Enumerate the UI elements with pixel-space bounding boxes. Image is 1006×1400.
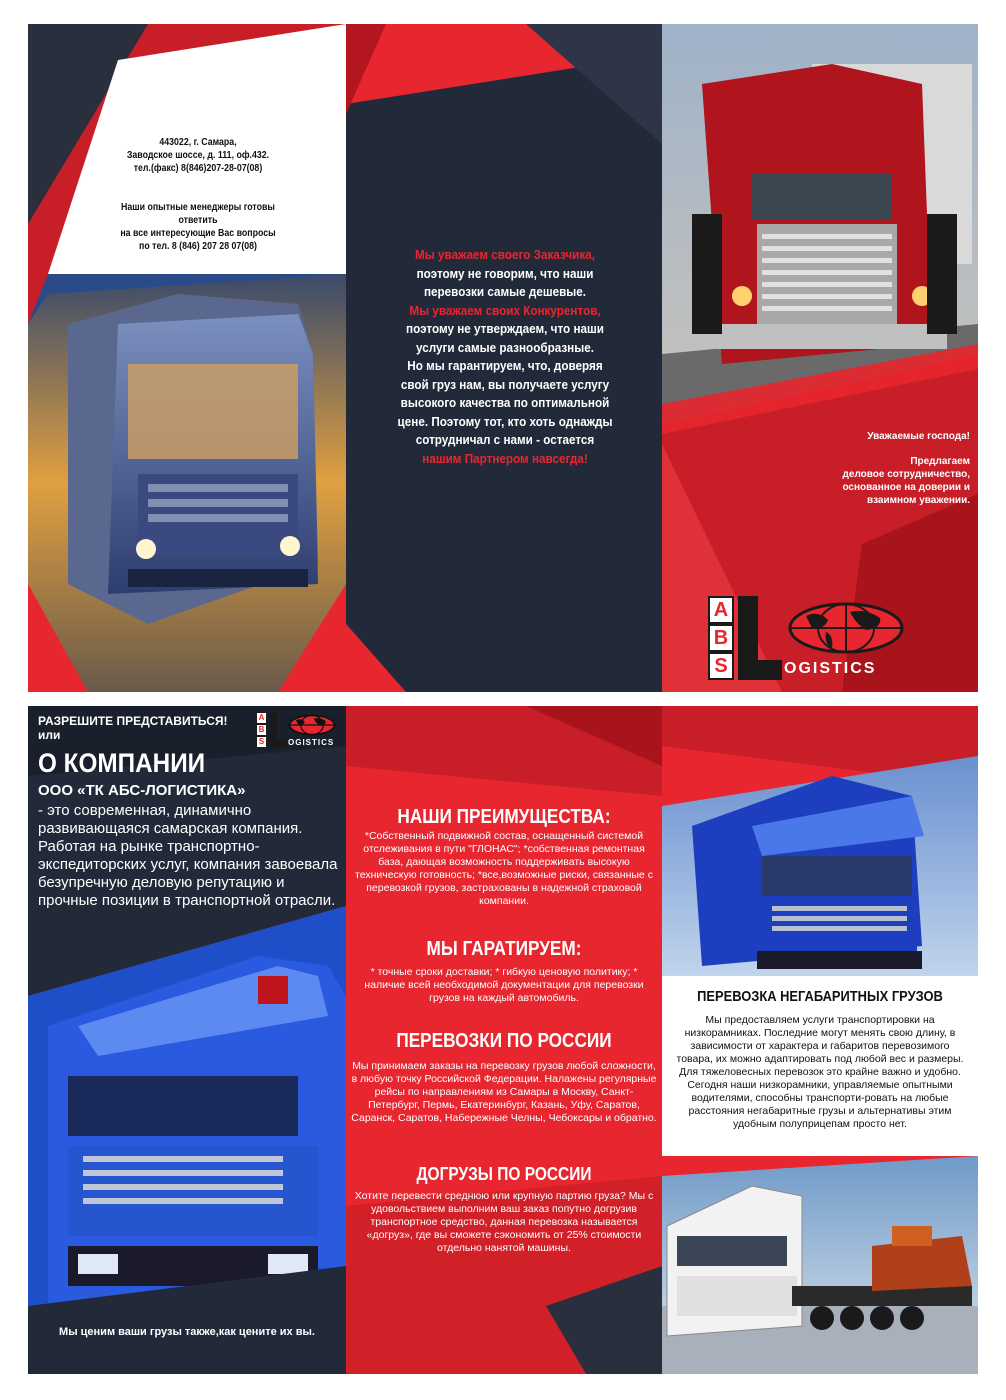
footer-slogan: Мы ценим ваши грузы также,как цените их вы. (59, 1326, 315, 1338)
russia-text: Мы принимаем заказы на перевозку грузов любой сложности, в любую точку Российской Федерации. Налажены регулярные рейсы по направлениям из Самары в Москву, Санкт-Петербург, Пермь, Екатеринбург, Казань, Уфу, Саратов, Саранск, Саратов, Набережные Челны, Чебоксары и обратно. (351, 1060, 657, 1124)
russia-title: ПЕРЕВОЗКИ ПО РОССИИ (396, 1030, 612, 1052)
motto-line: Мы уважаем своих Конкурентов, (409, 302, 601, 318)
logo-letter: B (713, 627, 729, 649)
offer-line: деловое сотрудничество, (842, 469, 970, 480)
motto-line: поэтому не утверждаем, что наши (406, 321, 604, 336)
motto-line: сотрудничал с нами - остается (415, 432, 595, 447)
company-name: ООО «ТК АБС-ЛОГИСТИКА» (38, 782, 246, 799)
motto-line: Мы уважаем своего Заказчика, (415, 247, 595, 262)
red-american-truck-image (692, 64, 972, 364)
motto-line: услуги самые разнообразные. (415, 339, 595, 355)
phone-line: тел.(факс) 8(846)207-28-07(08) (133, 163, 263, 174)
greeting-title: Уважаемые господа! (867, 431, 970, 442)
motto-line: поэтому не говорим, что наши (416, 265, 594, 281)
motto-line: перевозки самые дешевые. (423, 284, 587, 299)
guarantee-text: * точные сроки доставки; * гибкую ценовую политику; * наличие всей необходимой документации для перевозки грузов на каждый автомобиль. (364, 966, 644, 1004)
oversized-text: Мы предоставляем услуги транспортировки на низкорамниках. Последние могут менять свою длину, в зависимости от характера и габаритов перевозимого товара, их можно адаптировать под любой вес и размеры. Для тяжеловесных перевозок это крайне важно и удобно. Сегодня наши низкорамники, управляемые опытными водителями, способны транспорти-ровать на любые расстояния негабаритные грузы и альтернативы этим удобным полуприцепам просто нет. (676, 1014, 964, 1130)
motto-line: высокого качества по оптимальной (400, 395, 610, 410)
greeting-block (802, 430, 970, 507)
blue-truck-sunset-image (68, 294, 318, 624)
panel-contacts-background (28, 24, 346, 692)
address-line: Заводское шоссе, д. 111, оф.432. (126, 150, 270, 161)
managers-line: на все интересующие Вас вопросы (120, 228, 276, 239)
offer-line: Предлагаем (910, 456, 970, 467)
logo-letter: A (713, 599, 729, 621)
reload-title: ДОГРУЗЫ ПО РОССИИ (416, 1164, 592, 1184)
panel-cover (662, 24, 978, 692)
advantages-text: *Собственный подвижной состав, оснащенный системой отслеживания в пути "ГЛОНАС"; *собственная ремонтная база, дающая возможность поддерживать высокую техническую готовность; *все,возможные риски, связанные с перевозкой грузов, застрахованы в надежной страховой компании. (355, 830, 653, 907)
logo-letter: A (258, 713, 265, 722)
about-title: О КОМПАНИИ (38, 748, 206, 778)
intro-line: или (38, 728, 61, 742)
company-description: - это современная, динамично развивающаяся самарская компания. Работая на рынке транспортно-экспедиторских услуг, компания завоевала безупречную деловую репутацию и прочные позиции в транспортной отрасли. (38, 802, 338, 909)
advantages-title: НАШИ ПРЕИМУЩЕСТВА: (397, 806, 611, 828)
globe-icon (288, 714, 336, 736)
oversized-title: ПЕРЕВОЗКА НЕГАБАРИТНЫХ ГРУЗОВ (697, 988, 943, 1005)
contact-info (101, 136, 295, 253)
managers-line: Наши опытные менеджеры готовы ответить (121, 202, 275, 226)
offer-line: основанное на доверии и (842, 482, 970, 493)
brochure-outer-side (28, 24, 978, 692)
abs-logistics-logo-large (708, 596, 918, 684)
motto-line: цене. Поэтому тот, кто хоть однажды (397, 413, 613, 429)
logo-letter: B (258, 725, 265, 734)
panel-motto (346, 24, 662, 692)
address-line: 443022, г. Самара, (159, 137, 237, 148)
panel-contacts (28, 24, 346, 692)
brochure-inner-side (28, 706, 978, 1374)
globe-icon (786, 602, 906, 654)
panel-about (28, 706, 346, 1374)
panel-cover-background (662, 24, 978, 692)
logo-word: OGISTICS (288, 738, 335, 747)
intro-text (38, 714, 228, 742)
motto-text (385, 246, 624, 468)
panel-oversized (662, 706, 978, 1374)
panel-advantages (346, 706, 662, 1374)
logo-letter: S (258, 737, 265, 746)
motto-line: Но мы гарантируем, что, доверяя (407, 358, 603, 373)
logo-word: OGISTICS (784, 660, 877, 677)
motto-line: нашим Партнером навсегда! (422, 450, 588, 466)
reload-text: Хотите перевести среднюю или крупную партию груза? Мы с удовольствием выполним ваш заказ попутно догрузив транспортное средство, данная перевозка называется «догруз», где вы сможете сэкономить от 25% стоимости отдельно нанятой машины. (354, 1190, 654, 1254)
motto-line: свой груз нам, вы получаете услугу (400, 376, 610, 392)
logo-letter: S (714, 655, 728, 677)
guarantee-title: МЫ ГАРАТИРУЕМ: (426, 938, 582, 960)
offer-line: взаимном уважении. (866, 495, 970, 506)
managers-line: по тел. 8 (846) 207 28 07(08) (139, 241, 257, 252)
abs-logistics-logo-small (256, 712, 340, 748)
intro-line: РАЗРЕШИТЕ ПРЕДСТАВИТЬСЯ! (38, 714, 228, 728)
